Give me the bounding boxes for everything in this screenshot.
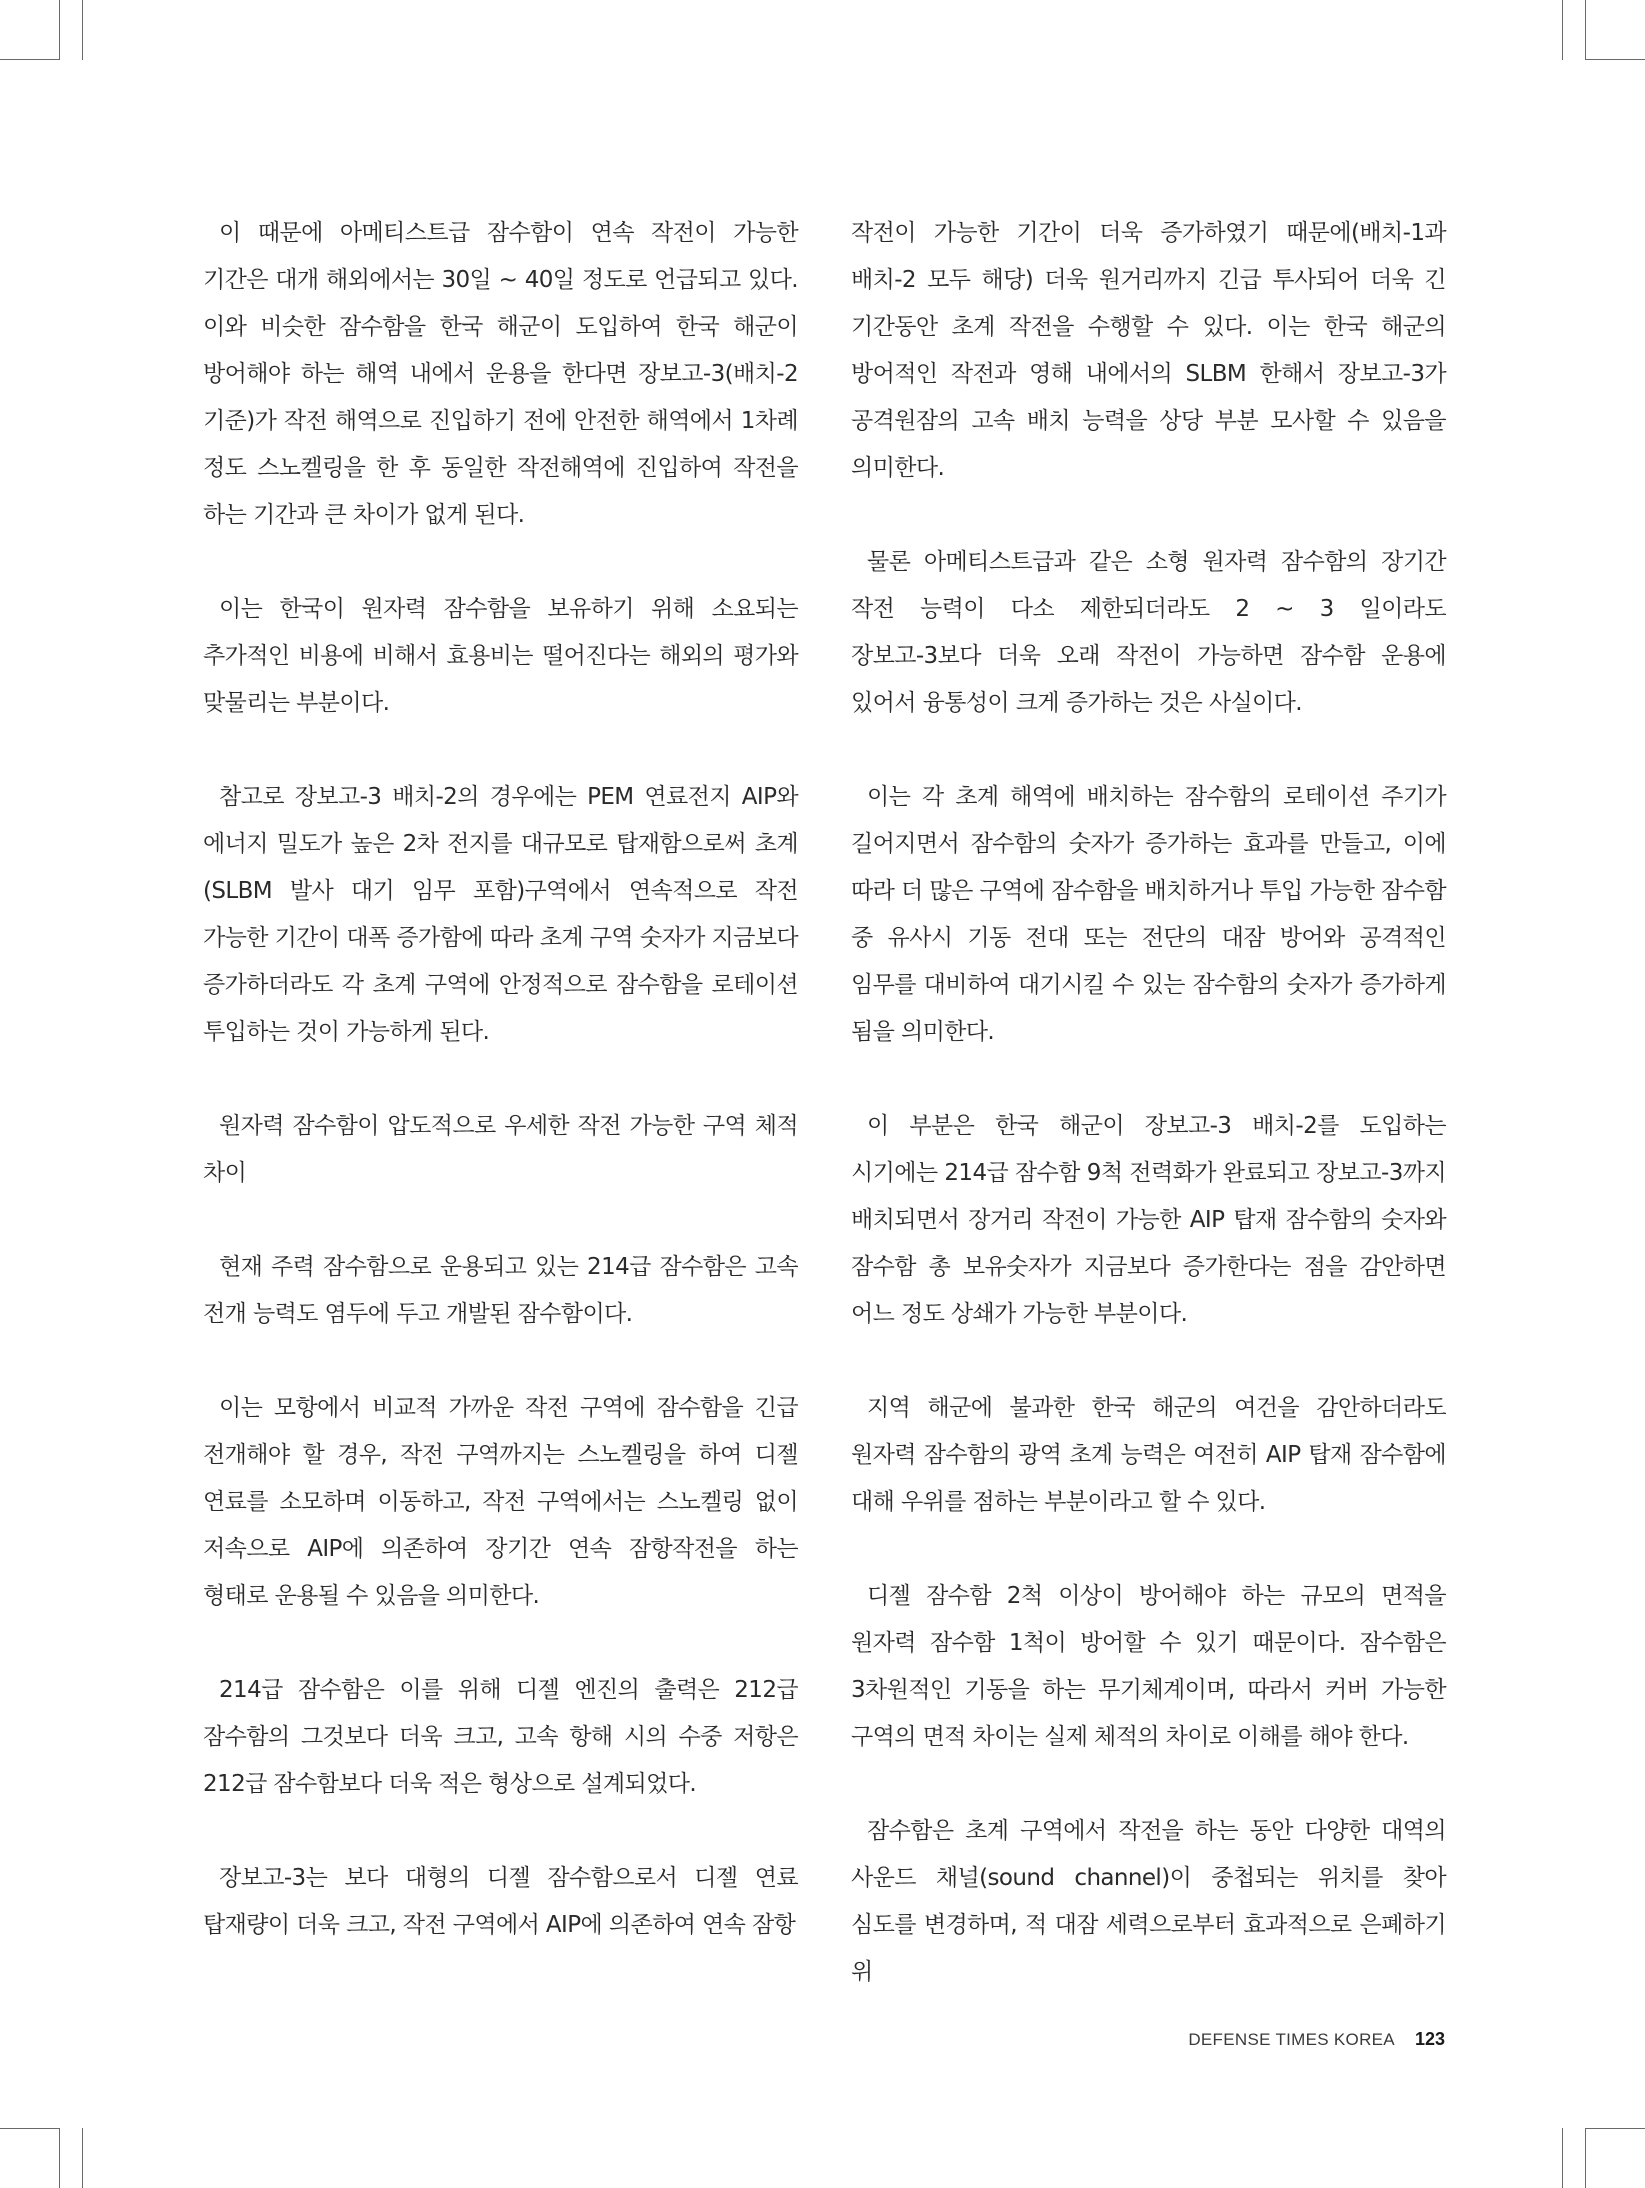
- paragraph: 이는 한국이 원자력 잠수함을 보유하기 위해 소요되는 추가적인 비용에 비해서 효용비는 떨어진다는 해외의 평가와 맞물리는 부분이다.: [203, 596, 798, 716]
- paragraph: 장보고-3는 보다 대형의 디젤 잠수함으로서 디젤 연료 탑재량이 더욱 크고, 작전 구역에서 AIP에 의존하여 연속 잠항: [203, 1865, 798, 1938]
- page-footer: [1188, 2029, 1445, 2050]
- paragraph: 디젤 잠수함 2척 이상이 방어해야 하는 규모의 면적을 원자력 잠수함 1척이 방어할 수 있기 때문이다. 잠수함은 3차원적인 기동을 하는 무기체계이며, 따라서 커버 가능한 구역의 면적 차이는 실제 체적의 차이로 이해를 해야 한다.: [851, 1583, 1446, 1750]
- paragraph: 현재 주력 잠수함으로 운용되고 있는 214급 잠수함은 고속 전개 능력도 염두에 두고 개발된 잠수함이다.: [203, 1254, 798, 1327]
- section-heading: 원자력 잠수함이 압도적으로 우세한 작전 가능한 구역 체적 차이: [203, 1113, 798, 1186]
- crop-mark: [0, 59, 60, 60]
- crop-mark: [1562, 0, 1563, 60]
- paragraph: 214급 잠수함은 이를 위해 디젤 엔진의 출력은 212급 잠수함의 그것보다 더욱 크고, 고속 항해 시의 수중 저항은 212급 잠수함보다 더욱 적은 형상으로 설계되었다.: [203, 1677, 798, 1797]
- paragraph: 이 때문에 아메티스트급 잠수함이 연속 작전이 가능한 기간은 대개 해외에서는 30일 ~ 40일 정도로 언급되고 있다. 이와 비슷한 잠수함을 한국 해군이 도입하여 한국 해군이 방어해야 하는 해역 내에서 운용을 한다면 장보고-3(배치-2 기준)가 작전 해역으로 진입하기 전에 안전한 해역에서 1차례 정도 스노켈링을 한 후 동일한 작전해역에 진입하여 작전을 하는 기간과 큰 차이가 없게 된다.: [203, 220, 798, 528]
- crop-mark: [1585, 59, 1645, 60]
- paragraph: 참고로 장보고-3 배치-2의 경우에는 PEM 연료전지 AIP와 에너지 밀도가 높은 2차 전지를 대규모로 탑재함으로써 초계(SLBM 발사 대기 임무 포함)구역에서 연속적으로 작전 가능한 기간이 대폭 증가함에 따라 초계 구역 숫자가 지금보다 증가하더라도 각 초계 구역에 안정적으로 잠수함을 로테이션 투입하는 것이 가능하게 된다.: [203, 784, 798, 1045]
- crop-mark: [59, 2128, 60, 2188]
- crop-mark: [82, 0, 83, 60]
- crop-mark: [1585, 0, 1586, 60]
- crop-mark: [1585, 2128, 1645, 2129]
- publication-name: DEFENSE TIMES KOREA: [1188, 2030, 1395, 2049]
- paragraph: 작전이 가능한 기간이 더욱 증가하였기 때문에(배치-1과 배치-2 모두 해당) 더욱 원거리까지 긴급 투사되어 더욱 긴 기간동안 초계 작전을 수행할 수 있다. 이는 한국 해군의 방어적인 작전과 영해 내에서의 SLBM 한해서 장보고-3가 공격원잠의 고속 배치 능력을 상당 부분 모사할 수 있음을 의미한다.: [851, 220, 1446, 481]
- page-number: 123: [1414, 2029, 1445, 2049]
- paragraph: 이는 각 초계 해역에 배치하는 잠수함의 로테이션 주기가 길어지면서 잠수함의 숫자가 증가하는 효과를 만들고, 이에 따라 더 많은 구역에 잠수함을 배치하거나 투입 가능한 잠수함 중 유사시 기동 전대 또는 전단의 대잠 방어와 공격적인 임무를 대비하여 대기시킬 수 있는 잠수함의 숫자가 증가하게 됨을 의미한다.: [851, 784, 1446, 1045]
- paragraph: 잠수함은 초계 구역에서 작전을 하는 동안 다양한 대역의 사운드 채널(sound channel)이 중첩되는 위치를 찾아 심도를 변경하며, 적 대잠 세력으로부터 효과적으로 은폐하기 위: [851, 1818, 1446, 1985]
- paragraph: 물론 아메티스트급과 같은 소형 원자력 잠수함의 장기간 작전 능력이 다소 제한되더라도 2 ~ 3 일이라도 장보고-3보다 더욱 오래 작전이 가능하면 잠수함 운용에 있어서 융통성이 크게 증가하는 것은 사실이다.: [851, 549, 1446, 716]
- crop-mark: [0, 2128, 60, 2129]
- crop-mark: [1585, 2128, 1586, 2188]
- paragraph: 지역 해군에 불과한 한국 해군의 여건을 감안하더라도 원자력 잠수함의 광역 초계 능력은 여전히 AIP 탑재 잠수함에 대해 우위를 점하는 부분이라고 할 수 있다.: [851, 1395, 1446, 1515]
- left-column: [203, 210, 798, 1949]
- paragraph: 이는 모항에서 비교적 가까운 작전 구역에 잠수함을 긴급 전개해야 할 경우, 작전 구역까지는 스노켈링을 하여 디젤 연료를 소모하며 이동하고, 작전 구역에서는 스노켈링 없이 저속으로 AIP에 의존하여 장기간 연속 잠항작전을 하는 형태로 운용될 수 있음을 의미한다.: [203, 1395, 798, 1609]
- right-column: [851, 210, 1446, 1996]
- paragraph: 이 부분은 한국 해군이 장보고-3 배치-2를 도입하는 시기에는 214급 잠수함 9척 전력화가 완료되고 장보고-3까지 배치되면서 장거리 작전이 가능한 AIP 탑재 잠수함의 숫자와 잠수함 총 보유숫자가 지금보다 증가한다는 점을 감안하면 어느 정도 상쇄가 가능한 부분이다.: [851, 1113, 1446, 1327]
- crop-mark: [59, 0, 60, 60]
- crop-mark: [82, 2128, 83, 2188]
- crop-mark: [1562, 2128, 1563, 2188]
